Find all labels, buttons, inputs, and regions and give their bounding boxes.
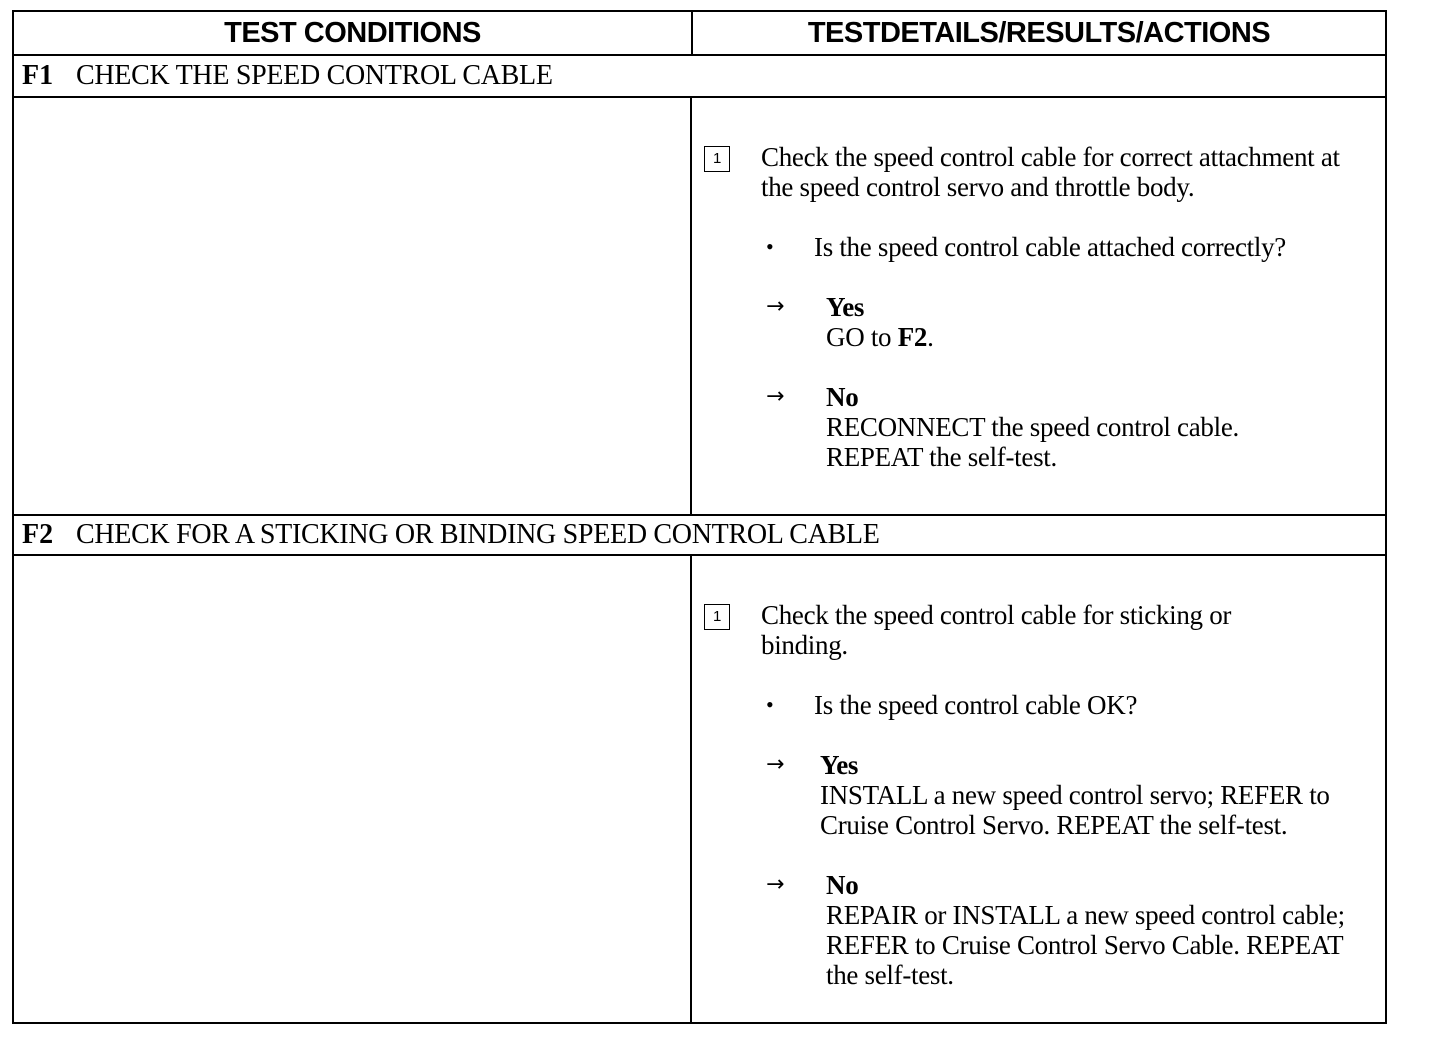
answer-no	[766, 870, 1375, 990]
answer-action: REPAIR or INSTALL a new speed control cable; REFER to Cruise Control Servo Cable. REPEAT the self-test.	[826, 900, 1345, 990]
header-test-conditions: TEST CONDITIONS	[14, 12, 693, 54]
question-text: Is the speed control cable attached correctly?	[814, 232, 1286, 262]
section-f1-details-cell	[692, 98, 1385, 516]
section-f2-id: F2	[22, 519, 54, 550]
step-instruction: Check the speed control cable for correct attachment at the speed control servo and throttle body.	[761, 142, 1340, 202]
answer-label: No	[826, 382, 859, 412]
bullet-icon: •	[766, 234, 774, 259]
arrow-right-icon: →	[766, 384, 785, 409]
step-instruction: Check the speed control cable for sticking or binding.	[761, 600, 1232, 660]
answer-yes	[766, 292, 1375, 352]
answer-action-line-2: REPEAT the self-test.	[826, 442, 1057, 472]
answer-no	[766, 382, 1375, 472]
table-header	[14, 12, 1385, 56]
answer-action	[826, 322, 934, 352]
section-f1-id: F1	[22, 60, 54, 91]
section-f1-step-1	[704, 142, 1375, 472]
header-test-details: TESTDETAILS/RESULTS/ACTIONS	[807, 16, 1271, 49]
goto-reference: F2	[897, 322, 928, 352]
answer-label: Yes	[826, 292, 865, 322]
diagnostic-table	[12, 10, 1387, 1024]
answer-label: Yes	[820, 750, 859, 780]
arrow-right-icon: →	[766, 294, 785, 319]
answer-yes	[766, 750, 1375, 840]
section-f1-heading: CHECK THE SPEED CONTROL CABLE	[76, 60, 553, 91]
arrow-right-icon: →	[766, 752, 785, 777]
question-line	[766, 232, 1375, 262]
answer-action-line-1: RECONNECT the speed control cable.	[826, 412, 1239, 442]
answer-label: No	[826, 870, 859, 900]
section-f1-conditions-cell	[14, 98, 692, 516]
bullet-icon: •	[766, 692, 774, 717]
section-f2-heading: CHECK FOR A STICKING OR BINDING SPEED CONTROL CABLE	[76, 519, 880, 550]
section-f2-conditions-cell	[14, 556, 692, 1022]
section-f2-step-1	[704, 600, 1375, 990]
section-f1-title	[14, 56, 1385, 98]
action-text: GO to	[826, 322, 898, 352]
step-number-box: 1	[704, 146, 730, 172]
question-text: Is the speed control cable OK?	[814, 690, 1138, 720]
arrow-right-icon: →	[766, 872, 785, 897]
section-f1-body	[14, 98, 1385, 516]
question-line	[766, 690, 1375, 720]
section-f2-body	[14, 556, 1385, 1022]
section-f2-details-cell	[692, 556, 1385, 1022]
step-number-box: 1	[704, 604, 730, 630]
answer-action: INSTALL a new speed control servo; REFER to Cruise Control Servo. REPEAT the self-test.	[820, 780, 1330, 840]
section-f2-title	[14, 516, 1385, 556]
action-suffix: .	[927, 322, 934, 352]
